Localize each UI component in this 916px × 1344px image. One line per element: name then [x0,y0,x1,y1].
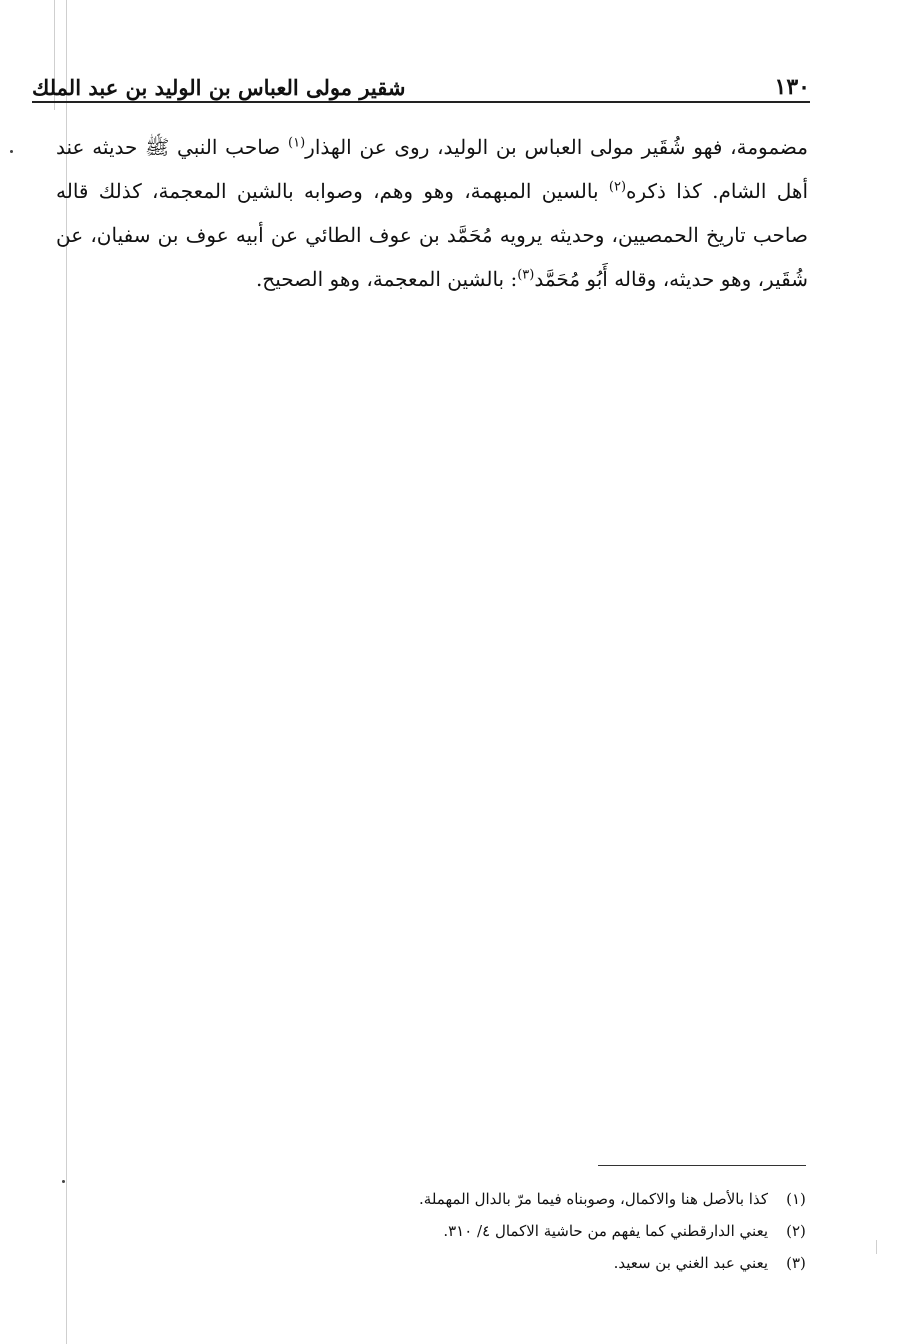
body-paragraph [56,125,808,301]
body-text-segment: صاحب النبي ﷺ حديثه عند أهل الشام. كذا ذكره [56,135,808,203]
footnote [120,1183,810,1215]
footnote-text: كذا بالأصل هنا والاكمال، وصوبناه فيما مرّ بالدال المهملة. [419,1190,768,1208]
footnote-text: يعني الدارقطني كما يفهم من حاشية الاكمال ٤/ ٣١٠. [443,1222,768,1240]
footnotes [120,1183,810,1279]
body-text-segment: : بالشين المعجمة، وهو الصحيح. [255,267,518,291]
footnote-reference-1: (١) [288,135,306,151]
scan-artifact-line [876,1240,877,1254]
footnote [120,1215,810,1247]
footnote-divider [598,1165,806,1166]
footnote-reference-2: (٢) [608,179,627,195]
footnote [120,1247,810,1279]
running-title: شقير مولى العباس بن الوليد بن عبد الملك [32,75,406,100]
scan-speck [62,1180,65,1183]
body-text-segment: مضمومة، فهو شُقَير مولى العباس بن الوليد، روى عن الهذار [305,135,808,159]
page-header [32,60,810,100]
header-divider [32,101,810,103]
footnote-number: (١) [786,1190,806,1208]
body-text-segment: بالسين المبهمة، وهو وهم، وصوابه بالشين المعجمة، كذلك قاله صاحب تاريخ الحمصيين، وحديثه يرويه مُحَمَّد بن عوف الطائي عن أبيه عوف بن سفيان، عن شُقَير، وهو حديثه، وقاله أَبُو مُحَمَّد [56,179,808,291]
footnote-number: (٣) [786,1254,806,1272]
main-text [56,125,808,301]
footnote-number: (٢) [786,1222,806,1240]
footnote-reference-3: (٣) [517,267,535,283]
scan-speck [10,150,13,153]
page-number: ١٣٠ [774,74,810,100]
footnote-text: يعني عبد الغني بن سعيد. [613,1254,768,1272]
